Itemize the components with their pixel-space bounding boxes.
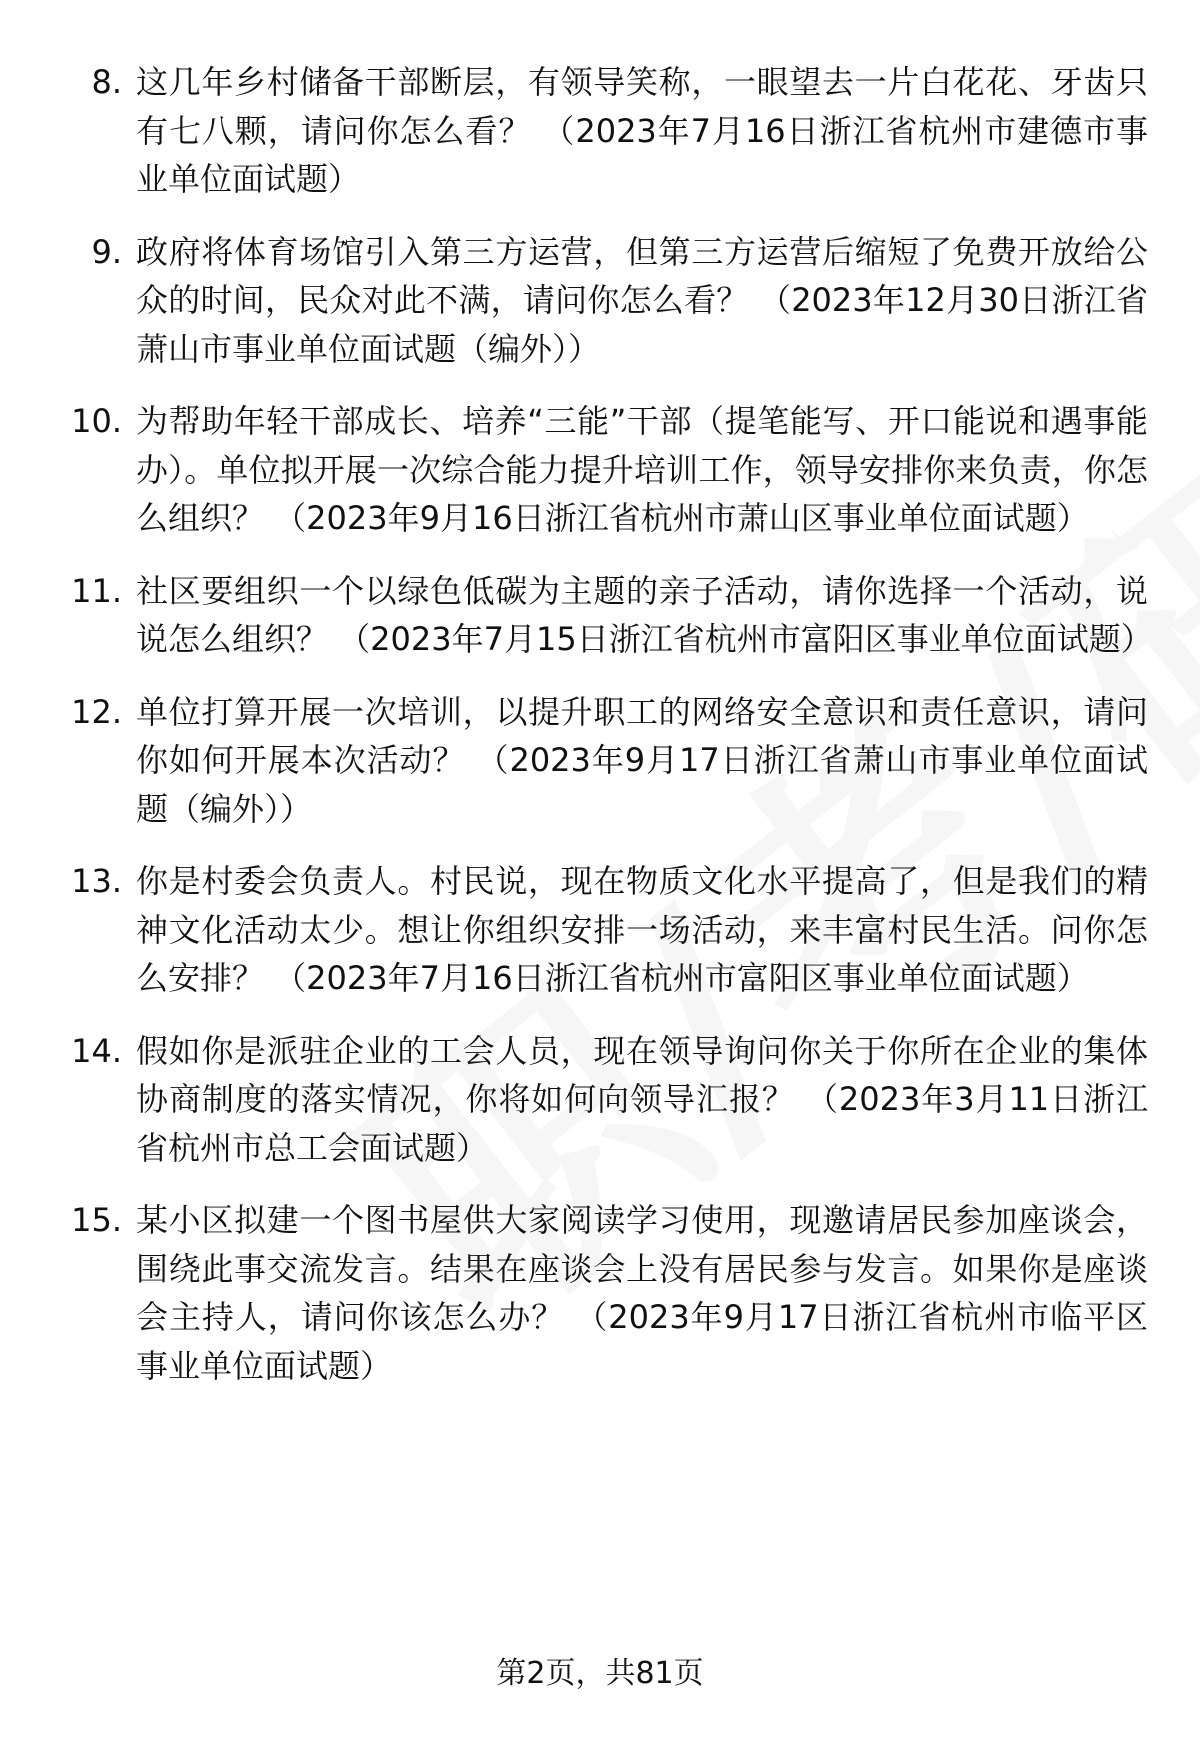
question-list	[40, 58, 1170, 1390]
question-item	[40, 228, 1170, 374]
question-text: 政府将体育场馆引入第三方运营，但第三方运营后缩短了免费开放给公众的时间，民众对此不满，请问你怎么看？ （2023年12月30日浙江省萧山市事业单位面试题（编外））	[136, 232, 1148, 368]
question-number: 10.	[71, 402, 122, 440]
question-number: 15.	[71, 1201, 122, 1239]
page-number: 第2页，共81页	[496, 1656, 704, 1691]
question-text: 社区要组织一个以绿色低碳为主题的亲子活动，请你选择一个活动，说说怎么组织？ （2023年7月15日浙江省杭州市富阳区事业单位面试题）	[136, 571, 1153, 658]
question-text: 某小区拟建一个图书屋供大家阅读学习使用，现邀请居民参加座谈会，围绕此事交流发言。结果在座谈会上没有居民参与发言。如果你是座谈会主持人，请问你该怎么办？ （2023年9月17日浙江省杭州市临平区事业单位面试题）	[136, 1201, 1148, 1385]
question-item	[40, 1027, 1170, 1173]
question-item	[40, 567, 1170, 664]
question-number: 12.	[71, 692, 122, 731]
question-item	[40, 397, 1170, 543]
question-item	[40, 688, 1170, 834]
question-text: 你是村委会负责人。村民说，现在物质文化水平提高了，但是我们的精神文化活动太少。想让你组织安排一场活动，来丰富村民生活。问你怎么安排？ （2023年7月16日浙江省杭州市富阳区事业单位面试题）	[136, 862, 1148, 997]
question-item	[40, 857, 1170, 1003]
question-number: 13.	[71, 862, 122, 900]
question-number: 9.	[91, 232, 122, 271]
question-text: 为帮助年轻干部成长、培养“三能”干部（提笔能写、开口能说和遇事能办）。单位拟开展一次综合能力提升培训工作，领导安排你来负责，你怎么组织？ （2023年9月16日浙江省杭州市萧山区事业单位面试题）	[136, 402, 1148, 537]
question-item	[40, 1196, 1170, 1390]
question-item	[40, 58, 1170, 204]
question-text: 单位打算开展一次培训，以提升职工的网络安全意识和责任意识，请问你如何开展本次活动？ （2023年9月17日浙江省萧山市事业单位面试题（编外））	[136, 692, 1148, 828]
question-number: 8.	[91, 63, 122, 101]
question-text: 这几年乡村储备干部断层，有领导笑称，一眼望去一片白花花、牙齿只有七八颗，请问你怎么看？ （2023年7月16日浙江省杭州市建德市事业单位面试题）	[136, 63, 1148, 198]
question-number: 14.	[71, 1031, 122, 1070]
question-text: 假如你是派驻企业的工会人员，现在领导询问你关于你所在企业的集体协商制度的落实情况，你将如何向领导汇报？ （2023年3月11日浙江省杭州市总工会面试题）	[136, 1031, 1148, 1167]
question-number: 11.	[71, 571, 122, 610]
